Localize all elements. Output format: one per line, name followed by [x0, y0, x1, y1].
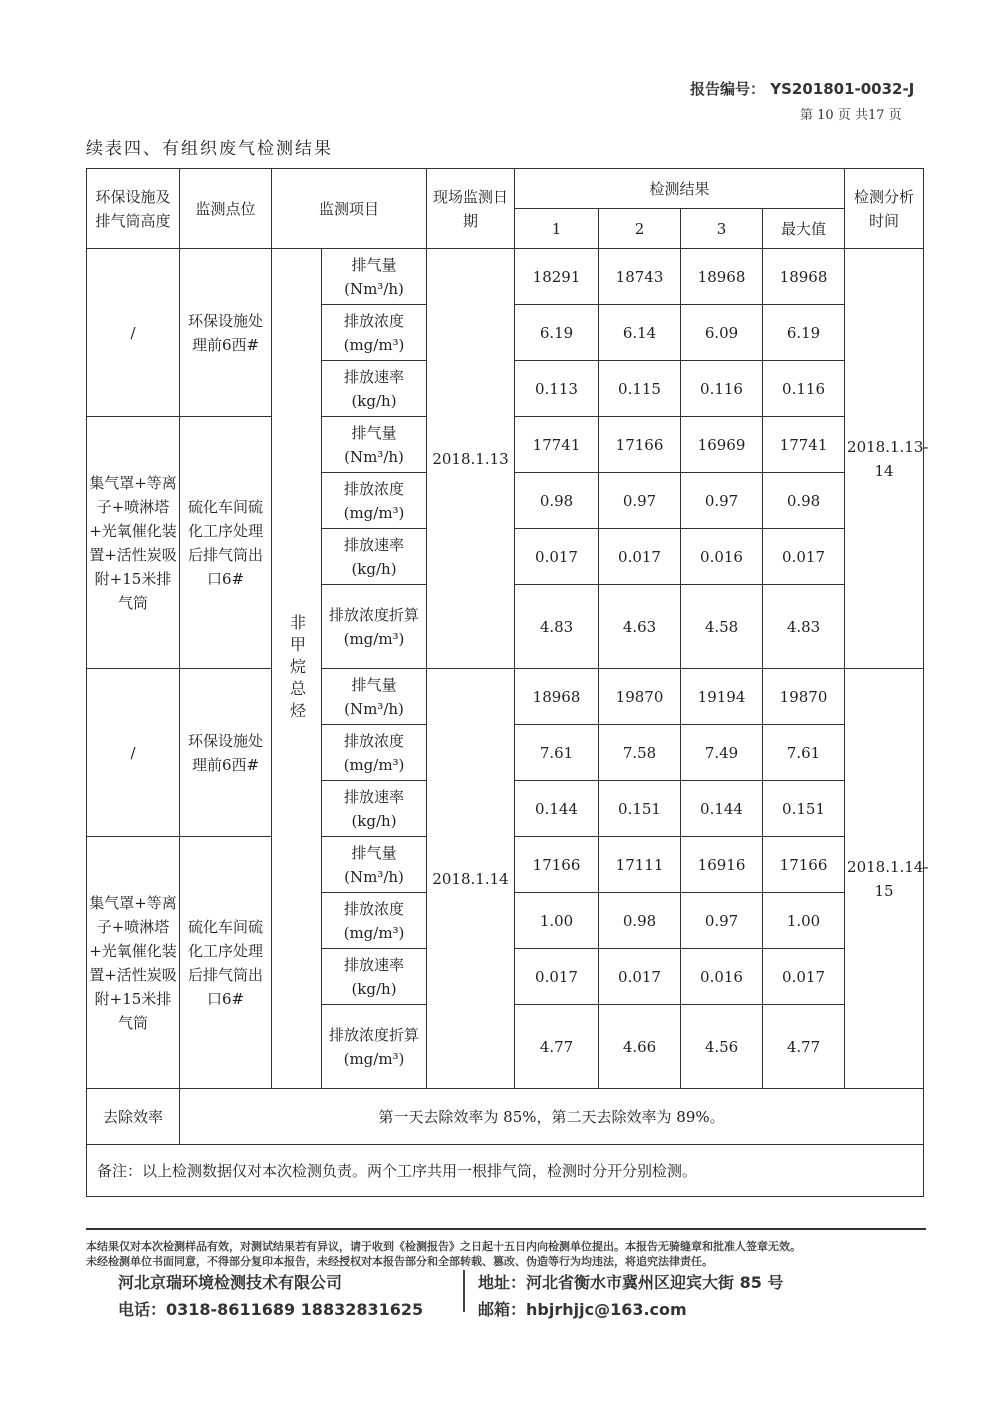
value-cell-max: 7.61 [763, 725, 845, 781]
value-cell-2: 0.151 [599, 781, 681, 837]
value-cell-1: 18968 [515, 669, 599, 725]
item-cell: 排放浓度(mg/m³) [322, 893, 427, 949]
value-cell-1: 0.98 [515, 473, 599, 529]
header-analysis-time: 检测分析时间 [845, 169, 924, 249]
item-cell: 排气量(Nm³/h) [322, 417, 427, 473]
company-name: 河北京瑞环境检测技术有限公司 [118, 1273, 343, 1292]
value-cell-2: 17166 [599, 417, 681, 473]
disclaimer-line-2: 未经检测单位书面同意，不得部分复印本报告，未经授权对本报告部分和全部转载、篡改、伪造等行为均违法，将追究法律责任。 [86, 1255, 713, 1268]
value-cell-1: 0.144 [515, 781, 599, 837]
point-cell: 硫化车间硫化工序处理后排气筒出口6# [180, 417, 272, 669]
footer-rule-top [86, 1228, 926, 1230]
value-cell-2: 4.63 [599, 585, 681, 669]
value-cell-1: 17741 [515, 417, 599, 473]
value-cell-3: 7.49 [681, 725, 763, 781]
item-cell: 排放浓度折算(mg/m³) [322, 1005, 427, 1089]
value-cell-max: 18968 [763, 249, 845, 305]
facility-cell: / [87, 249, 180, 417]
item-cell: 排气量(Nm³/h) [322, 669, 427, 725]
header-result-3: 3 [681, 209, 763, 249]
value-cell-2: 0.017 [599, 529, 681, 585]
company-phone: 电话：0318-8611689 18832831625 [118, 1300, 424, 1319]
value-cell-2: 17111 [599, 837, 681, 893]
date-cell: 2018.1.14 [427, 669, 515, 1089]
header-point: 监测点位 [180, 169, 272, 249]
value-cell-3: 0.016 [681, 949, 763, 1005]
value-cell-2: 0.97 [599, 473, 681, 529]
item-cell: 排放浓度折算(mg/m³) [322, 585, 427, 669]
footer-divider [463, 1270, 465, 1312]
facility-cell: 集气罩+等离子+喷淋塔+光氧催化装置+活性炭吸附+15米排气筒 [87, 837, 180, 1089]
item-cell: 排放速率(kg/h) [322, 361, 427, 417]
value-cell-1: 17166 [515, 837, 599, 893]
value-cell-3: 0.97 [681, 893, 763, 949]
value-cell-3: 0.97 [681, 473, 763, 529]
results-table [86, 168, 929, 1197]
value-cell-3: 4.58 [681, 585, 763, 669]
value-cell-1: 0.113 [515, 361, 599, 417]
item-cell: 排气量(Nm³/h) [322, 249, 427, 305]
value-cell-3: 19194 [681, 669, 763, 725]
value-cell-1: 4.77 [515, 1005, 599, 1089]
item-cell: 排放浓度(mg/m³) [322, 725, 427, 781]
disclaimer-line-1: 本结果仅对本次检测样品有效，对测试结果若有异议，请于收到《检测报告》之日起十五日内向检测单位提出。本报告无骑缝章和批准人签章无效。 [86, 1240, 801, 1253]
header-result-max: 最大值 [763, 209, 845, 249]
report-number: 报告编号： YS201801-0032-J [690, 80, 915, 98]
value-cell-2: 18743 [599, 249, 681, 305]
removal-text: 第一天去除效率为 85%，第二天去除效率为 89%。 [180, 1089, 924, 1145]
removal-label: 去除效率 [87, 1089, 180, 1145]
value-cell-3: 4.56 [681, 1005, 763, 1089]
value-cell-3: 0.144 [681, 781, 763, 837]
facility-cell: / [87, 669, 180, 837]
value-cell-3: 0.116 [681, 361, 763, 417]
company-email: 邮箱：hbjrhjjc@163.com [478, 1300, 687, 1319]
value-cell-3: 16969 [681, 417, 763, 473]
table-title: 续表四、有组织废气检测结果 [86, 139, 333, 159]
value-cell-max: 17741 [763, 417, 845, 473]
point-cell: 环保设施处理前6西# [180, 669, 272, 837]
value-cell-max: 6.19 [763, 305, 845, 361]
pollutant-cell: 非甲烷总烃 [272, 249, 322, 1089]
value-cell-2: 7.58 [599, 725, 681, 781]
value-cell-2: 0.98 [599, 893, 681, 949]
header-result-1: 1 [515, 209, 599, 249]
value-cell-1: 0.017 [515, 529, 599, 585]
point-cell: 硫化车间硫化工序处理后排气筒出口6# [180, 837, 272, 1089]
item-cell: 排放速率(kg/h) [322, 949, 427, 1005]
remark: 备注：以上检测数据仅对本次检测负责。两个工序共用一根排气筒，检测时分开分别检测。 [87, 1145, 924, 1197]
date-cell: 2018.1.13 [427, 249, 515, 669]
value-cell-1: 6.19 [515, 305, 599, 361]
value-cell-max: 4.77 [763, 1005, 845, 1089]
header-date: 现场监测日期 [427, 169, 515, 249]
analysis-time-cell: 2018.1.13-14 [845, 249, 924, 669]
header-item: 监测项目 [272, 169, 427, 249]
value-cell-2: 0.115 [599, 361, 681, 417]
value-cell-1: 18291 [515, 249, 599, 305]
value-cell-2: 19870 [599, 669, 681, 725]
value-cell-max: 0.017 [763, 949, 845, 1005]
analysis-time-cell: 2018.1.14-15 [845, 669, 924, 1089]
item-cell: 排放速率(kg/h) [322, 781, 427, 837]
value-cell-2: 0.017 [599, 949, 681, 1005]
value-cell-max: 17166 [763, 837, 845, 893]
value-cell-3: 16916 [681, 837, 763, 893]
item-cell: 排放浓度(mg/m³) [322, 305, 427, 361]
value-cell-3: 18968 [681, 249, 763, 305]
value-cell-max: 1.00 [763, 893, 845, 949]
value-cell-max: 0.017 [763, 529, 845, 585]
value-cell-max: 4.83 [763, 585, 845, 669]
value-cell-3: 6.09 [681, 305, 763, 361]
value-cell-1: 7.61 [515, 725, 599, 781]
facility-cell: 集气罩+等离子+喷淋塔+光氧催化装置+活性炭吸附+15米排气筒 [87, 417, 180, 669]
value-cell-max: 19870 [763, 669, 845, 725]
value-cell-max: 0.151 [763, 781, 845, 837]
point-cell: 环保设施处理前6西# [180, 249, 272, 417]
page-number: 第 10 页 共17 页 [800, 108, 902, 123]
value-cell-1: 0.017 [515, 949, 599, 1005]
value-cell-1: 4.83 [515, 585, 599, 669]
header-facility: 环保设施及排气筒高度 [87, 169, 180, 249]
header-results: 检测结果 [515, 169, 845, 209]
value-cell-1: 1.00 [515, 893, 599, 949]
item-cell: 排气量(Nm³/h) [322, 837, 427, 893]
value-cell-max: 0.116 [763, 361, 845, 417]
value-cell-3: 0.016 [681, 529, 763, 585]
company-address: 地址：河北省衡水市冀州区迎宾大街 85 号 [478, 1273, 784, 1292]
header-result-2: 2 [599, 209, 681, 249]
value-cell-2: 6.14 [599, 305, 681, 361]
value-cell-max: 0.98 [763, 473, 845, 529]
item-cell: 排放浓度(mg/m³) [322, 473, 427, 529]
value-cell-2: 4.66 [599, 1005, 681, 1089]
item-cell: 排放速率(kg/h) [322, 529, 427, 585]
